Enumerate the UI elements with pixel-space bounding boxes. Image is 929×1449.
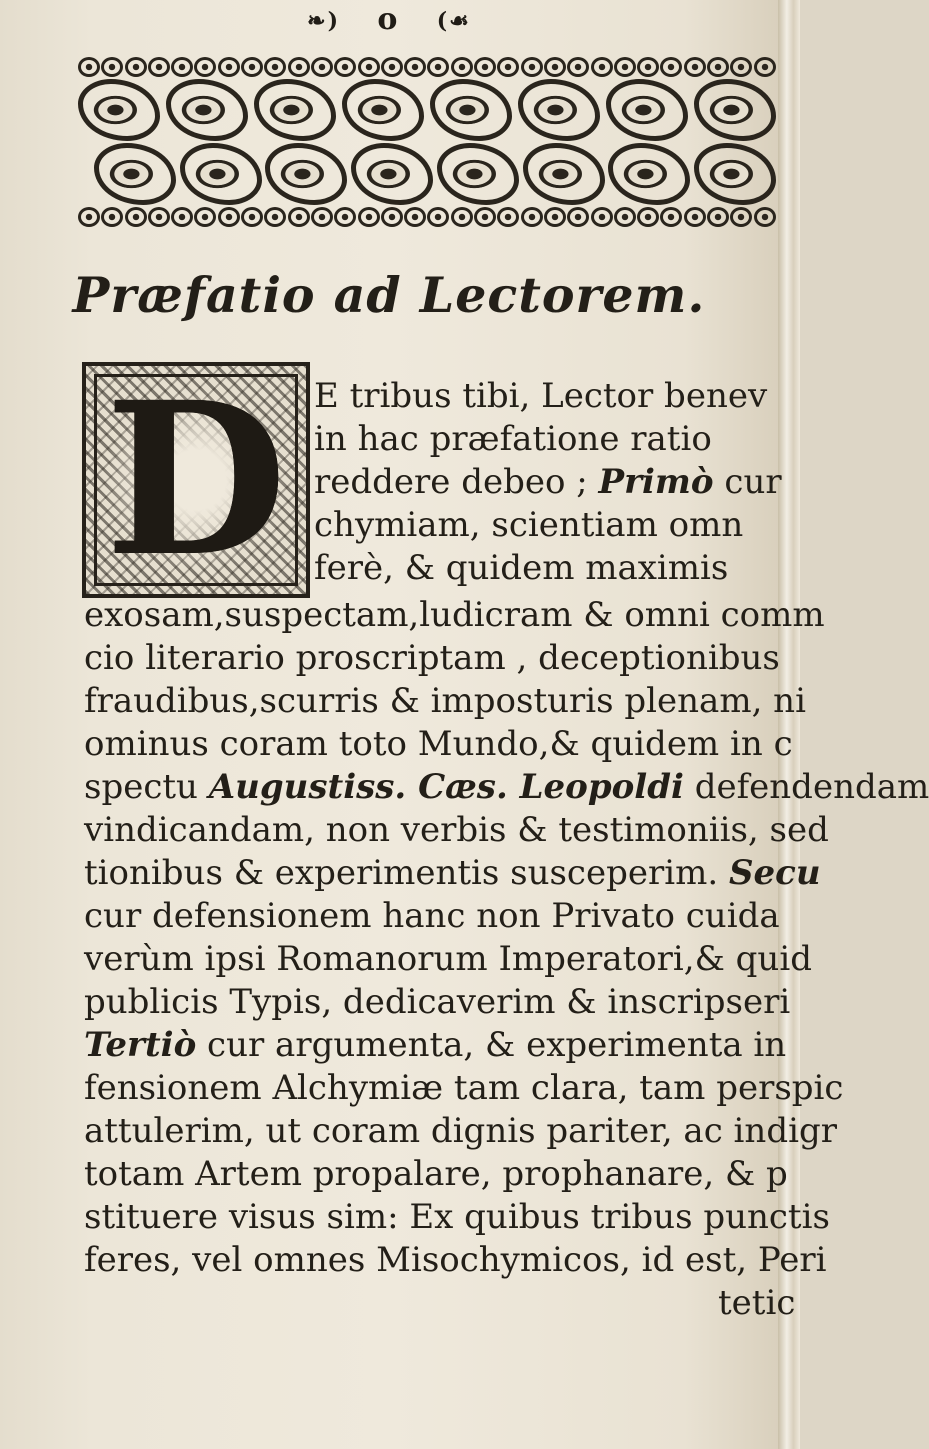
text-line — [84, 767, 929, 807]
text-segment: fensionem Alchymiæ tam clara, tam perspic — [84, 1068, 844, 1108]
ornament-motif-icon — [567, 57, 589, 77]
ornament-motif-icon — [218, 207, 240, 227]
text-segment: cio literario proscriptam , deceptionibus — [84, 638, 780, 678]
text-line — [84, 595, 825, 635]
page-mark: o — [377, 2, 400, 37]
ornament-motif-icon — [591, 207, 613, 227]
text-line — [84, 1240, 827, 1280]
ornament-motif-icon — [430, 79, 512, 141]
ornament-motif-icon — [381, 57, 403, 77]
italic-segment: Tertiò — [84, 1025, 197, 1065]
ornament-motif-icon — [544, 207, 566, 227]
ornament-motif-icon — [694, 79, 776, 141]
text-segment: cur — [713, 462, 782, 502]
ornament-motif-icon — [101, 57, 123, 77]
ornament-motif-icon — [254, 79, 336, 141]
ornament-motif-icon — [241, 57, 263, 77]
text-segment: defendendam — [683, 767, 929, 807]
ornament-motif-icon — [637, 207, 659, 227]
text-line — [84, 724, 793, 764]
ornament-motif-icon — [404, 57, 426, 77]
ornament-motif-icon — [78, 57, 100, 77]
text-line — [314, 376, 776, 416]
ornament-motif-icon — [684, 57, 706, 77]
text-line — [84, 1025, 787, 1065]
text-line — [84, 810, 829, 850]
ornament-motif-icon — [78, 207, 100, 227]
ornament-motif-icon — [707, 57, 729, 77]
decorated-initial — [82, 356, 310, 603]
text-segment: publicis Typis, dedicaverim & inscripseri — [84, 982, 791, 1022]
ornament-motif-icon — [660, 207, 682, 227]
ornament-motif-icon — [474, 207, 496, 227]
ornament-motif-icon — [171, 207, 193, 227]
ornament-motif-icon — [125, 207, 147, 227]
ornament-motif-icon — [591, 57, 613, 77]
ornament-motif-icon — [311, 207, 333, 227]
ornament-motif-icon — [148, 57, 170, 77]
ornament-motif-icon — [694, 143, 776, 205]
ornament-motif-icon — [381, 207, 403, 227]
ornament-motif-icon — [78, 79, 160, 141]
text-line — [314, 548, 776, 588]
ornament-motif-icon — [427, 207, 449, 227]
text-segment: tetic — [718, 1283, 796, 1323]
text-line — [84, 1068, 844, 1108]
text-segment: spectu — [84, 767, 209, 807]
ornament-motif-icon — [427, 57, 449, 77]
text-segment: in hac præfatione ratio — [314, 419, 712, 459]
ornament-motif-icon — [754, 57, 776, 77]
ornament-motif-icon — [521, 57, 543, 77]
text-segment: fraudibus,scurris & imposturis plenam, ni — [84, 681, 806, 721]
ornament-motif-icon — [567, 207, 589, 227]
ornament-motif-icon — [544, 57, 566, 77]
text-line — [314, 462, 782, 502]
ornament-motif-icon — [437, 143, 519, 205]
text-line — [84, 982, 791, 1022]
ornament-motif-icon — [730, 57, 752, 77]
text-segment: ominus coram toto Mundo,& quidem in c — [84, 724, 793, 764]
text-segment: chymiam, scientiam omn — [314, 505, 744, 545]
ornament-motif-icon — [358, 207, 380, 227]
title-part-1: Præfatio ad — [72, 266, 420, 324]
text-segment: exosam,suspectam,ludicram & omni comm — [84, 595, 825, 635]
ornament-motif-icon — [264, 207, 286, 227]
text-line — [84, 1111, 837, 1151]
ornament-motif-icon — [754, 207, 776, 227]
text-segment: E tribus tibi, Lector benev — [314, 376, 768, 416]
ornament-motif-icon — [180, 143, 262, 205]
ornament-motif-icon — [265, 143, 347, 205]
text-line — [84, 1154, 788, 1194]
ornament-motif-icon — [166, 79, 248, 141]
ornament-motif-icon — [608, 143, 690, 205]
ornament-motif-icon — [707, 207, 729, 227]
text-segment: ferè, & quidem maximis — [314, 548, 729, 588]
ornament-motif-icon — [334, 207, 356, 227]
ornament-motif-icon — [288, 57, 310, 77]
ornament-motif-icon — [518, 79, 600, 141]
left-fleuron-icon: ❧) — [307, 8, 340, 34]
text-segment: feres, vel omnes Misochymicos, id est, Peri — [84, 1240, 827, 1280]
ornament-motif-icon — [342, 79, 424, 141]
text-line — [84, 853, 821, 893]
ornament-motif-icon — [351, 143, 433, 205]
page-title — [0, 266, 778, 324]
text-segment: vindicandam, non verbis & testimoniis, sed — [84, 810, 829, 850]
text-segment: cur defensionem hanc non Privato cuida — [84, 896, 780, 936]
title-part-2: Lectorem. — [419, 266, 706, 324]
text-segment: attulerim, ut coram dignis pariter, ac indigr — [84, 1111, 837, 1151]
text-segment: reddere debeo ; — [314, 462, 599, 502]
ornament-motif-icon — [660, 57, 682, 77]
running-header — [0, 2, 778, 37]
right-fleuron-icon: (☙ — [436, 8, 471, 34]
ornament-motif-icon — [148, 207, 170, 227]
text-line — [84, 1197, 830, 1237]
ornamental-headpiece-icon — [78, 56, 776, 232]
ornament-motif-icon — [451, 57, 473, 77]
ornament-motif-icon — [241, 207, 263, 227]
ornament-motif-icon — [194, 207, 216, 227]
ornament-motif-icon — [497, 57, 519, 77]
ornament-motif-icon — [264, 57, 286, 77]
italic-segment: Secu — [728, 853, 821, 893]
text-segment: tionibus & experimentis susceperim. — [84, 853, 729, 893]
ornament-motif-icon — [311, 57, 333, 77]
ornament-motif-icon — [606, 79, 688, 141]
text-line — [84, 939, 812, 979]
ornament-motif-icon — [404, 207, 426, 227]
ornament-motif-icon — [94, 143, 176, 205]
initial-letter: D — [86, 366, 306, 594]
ornament-motif-icon — [334, 57, 356, 77]
ornament-motif-icon — [288, 207, 310, 227]
ornament-motif-icon — [451, 207, 473, 227]
ornament-motif-icon — [101, 207, 123, 227]
ornament-motif-icon — [684, 207, 706, 227]
ornament-motif-icon — [218, 57, 240, 77]
text-line — [314, 419, 776, 459]
text-line — [84, 896, 780, 936]
text-segment: totam Artem propalare, prophanare, & p — [84, 1154, 788, 1194]
ornament-motif-icon — [614, 207, 636, 227]
text-segment: cur argumenta, & experimenta in — [196, 1025, 787, 1065]
italic-segment: Primò — [598, 462, 714, 502]
ornament-motif-icon — [730, 207, 752, 227]
text-line — [718, 1283, 796, 1323]
ornament-motif-icon — [358, 57, 380, 77]
ornament-motif-icon — [171, 57, 193, 77]
italic-segment: Augustiss. Cæs. Leopoldi — [208, 767, 684, 807]
ornament-motif-icon — [637, 57, 659, 77]
text-line — [314, 505, 776, 545]
ornament-motif-icon — [523, 143, 605, 205]
ornament-motif-icon — [521, 207, 543, 227]
text-segment: verùm ipsi Romanorum Imperatori,& quid — [84, 939, 812, 979]
ornament-motif-icon — [474, 57, 496, 77]
ornament-motif-icon — [125, 57, 147, 77]
text-line — [84, 681, 806, 721]
ornament-motif-icon — [497, 207, 519, 227]
ornament-motif-icon — [614, 57, 636, 77]
ornament-motif-icon — [194, 57, 216, 77]
text-segment: stituere visus sim: Ex quibus tribus punctis — [84, 1197, 830, 1237]
text-line — [84, 638, 780, 678]
